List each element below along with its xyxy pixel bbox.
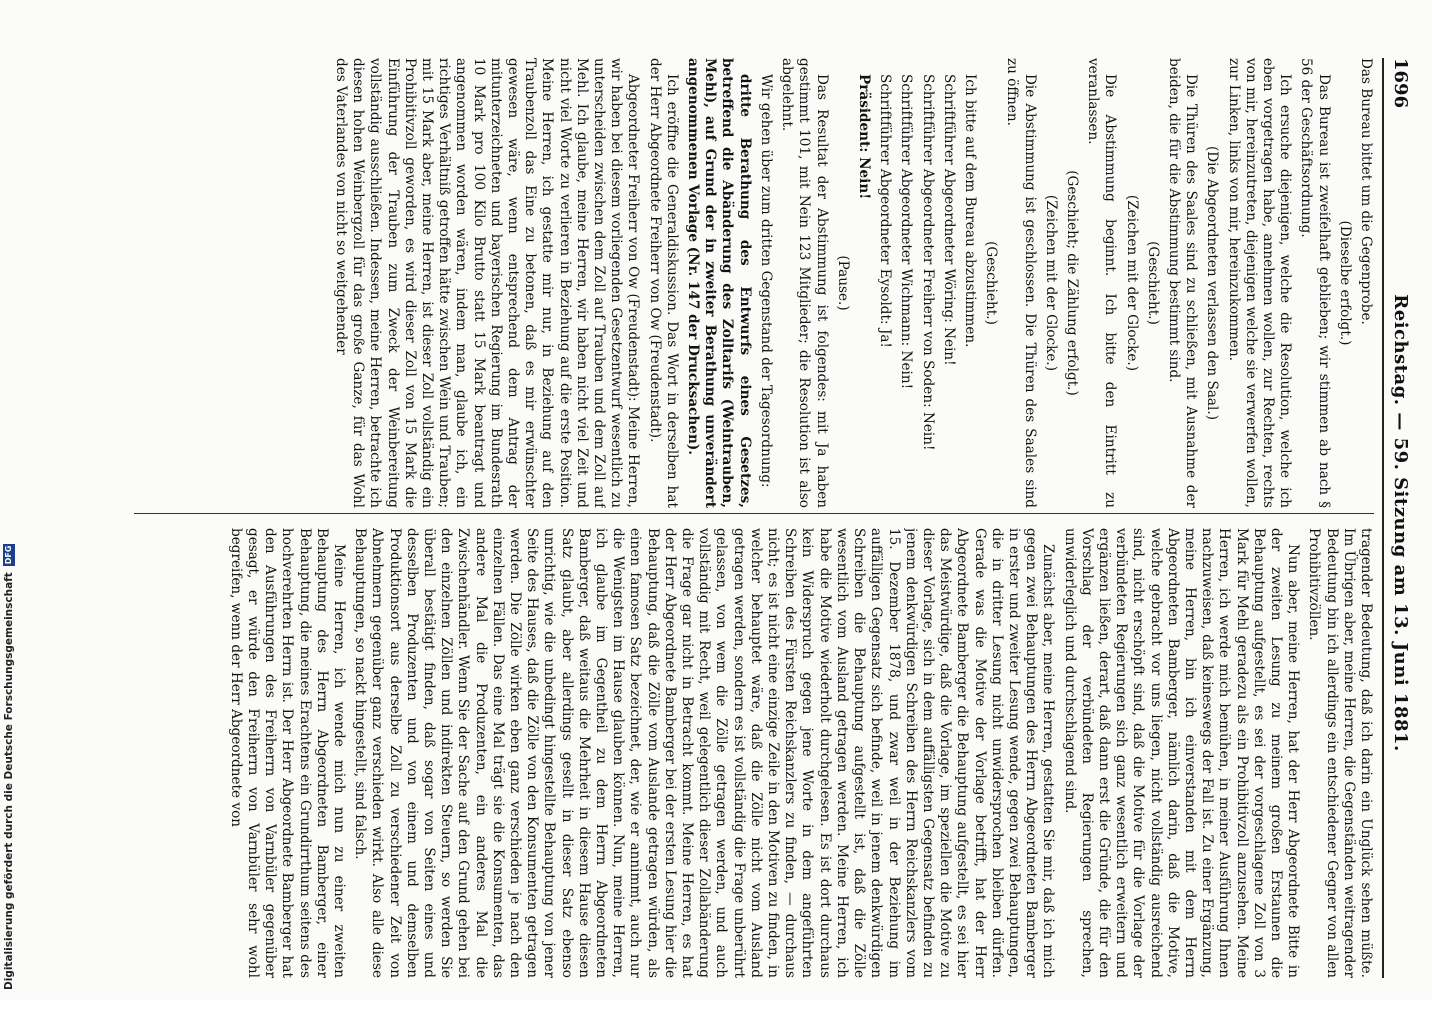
paragraph: (Geschieht.) [983,241,1000,325]
credit-text: Digitalisierung gefördert durch die Deutsche Forschungsgemeinschaft [3,572,15,990]
dfg-logo: DFG [4,545,13,565]
rotated-newspaper-page [92,18,1424,1018]
paragraph: Meine Herren, ich wende mich nun zu einer zweiten Behauptung des Herrn Abgeordneten Bamberger, einer Behauptung, die meines Erachtens ein Grundirrthum seitens des hochverehrten Herrn ist. Der Herr Abgeordnete Bamberger hat den Ausführungen des Freiherrn von Varnbüler gegenüber gesagt, er würde den Freiherrn von Varnbüler sehr wohl begreifen, wenn der Herr Abgeordnete von [227,528,348,978]
right-text-column [134,528,1374,978]
paragraph: (Zeichen mit der Glocke.) [1123,194,1140,372]
paragraph: Präsident: Nein! [855,74,872,200]
paragraph: (Die Abgeordneten verlassen den Saal.) [1204,145,1221,420]
paragraph: Das Bureau bittet um die Gegenprobe. [1358,58,1374,325]
paragraph: Schriftführer Abgeordneter Wöring: Nein! [940,74,957,366]
paragraph: Die Abstimmung beginnt. Ich bitte den Eintritt zu veranlassen. [1085,58,1119,508]
paragraph: dritte Berathung des Entwurfs eines Gesetzes, betreffend die Abänderung des Zolltarifs (Weintrauben, Mehl), auf Grund der in zweiter Berathung unverändert angenommenen Vorlage (Nr. 147 der Drucksachen). [685,58,753,508]
paragraph: Die Abstimmung ist geschlossen. Die Thüren des Saales sind zu öffnen. [1004,58,1038,508]
page-header [1388,58,1414,978]
paragraph: (Pause.) [834,255,851,311]
paragraph: Das Resultat der Abstimmung ist folgendes: mit Ja haben gestimmt 101, mit Nein 123 Mitglieder; die Resolution ist also abgelehnt. [779,58,830,508]
paragraph: Schriftführer Abgeordneter Wichmann: Nein! [898,74,915,390]
paragraph: tragender Bedeutung, daß ich darin ein Unglück sehen müßte. Im Übrigen aber, meine Herren, die Gegenständen weitragender Bedeutung bin ich allerdings ein entschiedener Gegner von allen Prohibitivzöllen. [1306,528,1374,978]
paragraph: Wir gehen über zum dritten Gegenstand der Tagesordnung: [757,74,774,488]
paragraph: Abgeordneter Freiherr von Ow (Freudenstadt): Meine Herren, wir haben bei diesem vorliegenden Gesetzentwurf wesentlich zu unterscheiden zwischen dem Zoll auf Trauben und dem Zoll auf Mehl. Ich glaube, meine Herren, wir haben nicht viel Zeit und nicht viel Worte zu verlieren in Beziehung auf die erste Position. Meine Herren, ich gestatte mir nur, in Beziehung auf den Traubenzoll das Eine zu betonen, daß es mir erwünschter gewesen wäre, wenn entsprechend dem Antrag der mitunterzeichneten und bayerischen Regierung im Bundesrath 10 Mark pro 100 Kilo Brutto statt 15 Mark beantragt und angenommen worden wären, indem man, glaube ich, ein richtiges Verhältniß getroffen hätte zwischen Wein und Trauben; mit 15 Mark aber, meine Herren, ist dieser Zoll vollständig ein Prohibitivzoll geworden, es wird dieser Zoll von 15 Mark die Einführung der Trauben zum Zweck der Weinbereitung vollständig ausschließen. Indessen, meine Herren, betrachte ich diesen hohen Weinbergzoll für das große Ganze, für das Wohl des Vaterlandes von nicht so weitgehender [333,58,642,508]
left-text-column [134,58,1374,508]
header-rule [1382,58,1384,978]
paragraph: Die Thüren des Saales sind zu schließen, mit Ausnahme der beiden, die für die Abstimmung bestimmt sind. [1165,58,1200,508]
digitization-credit [2,545,16,990]
paragraph: Ich eröffne die Generaldiskussion. Das Wort in derselben hat der Herr Abgeordnete Freiherr von Ow (Freudenstadt). [646,58,680,508]
column-divider [134,513,1374,514]
paragraph: Schriftführer Abgeordneter Eysoldt: Ja! [877,74,894,348]
running-title: Reichstag. — 59. Sitzung am 13. Juni 1881. [1390,294,1412,752]
paragraph: Schriftführer Abgeordneter Freiherr von Soden: Nein! [919,74,936,451]
page-number: 1696 [1390,58,1412,109]
paragraph: (Zeichen mit der Glocke.) [1042,194,1059,372]
paragraph: Ich bitte auf dem Bureau abzustimmen. [961,74,978,348]
paragraph: Zunächst aber, meine Herren, gestatten Sie mir, daß ich mich gegen zwei Behauptungen des Herrn Abgeordneten Bamberger in erster und zweiter Lesung wende, gegen zwei Behauptungen, die in dritter Lesung nicht unwidersprochen bleiben dürfen. Gerade was die Motive der Vorlage betrifft, hat der Herr Abgeordnete Bamberger die Behauptung aufgestellt, es sei hier das Meistwürdige, daß die Vorlage, im speziellen die Motive zu dieser Vorlage, sich in dem auffälligsten Gegensatz befinden zu jenem denkwürdigen Schreiben des Herrn Reichskanzlers vom 15. Dezember 1878, und zwar weil in der Beziehung im auffälligen Gegensatz sich befinde, weil in jenem denkwürdigen Schreiben die Behauptung aufgestellt ist, daß die Zölle wesentlich vom Ausland getragen werden. Meine Herren, ich habe die Motive wiederholt durchgelesen. Es ist dort durchaus kein Widerspruch gegen jene Worte in dem angeführten Schreiben des Fürsten Reichskanzlers zu finden, — durchaus nicht; es ist nicht eine einzige Zeile in den Motiven zu finden, in welcher behauptet wäre, daß die Zölle nicht vom Ausland getragen werden, sondern es ist vollständig die Frage unberührt gelassen, von wem die Zölle getragen werden, und auch vollständig mit Recht, weil gelegentlich dieser Zollabänderung die Frage gar nicht in Betracht kommt. Meine Herren, es hat der Herr Abgeordnete Bamberger bei der ersten Lesung hier die Behauptung, daß die Zölle vom Auslande getragen würden, als einen famosen Satz bezeichnet, der, wie er annimmt, auch nur die Wenigsten im Hause glauben können. Nun, meine Herren, ich glaube im Gegentheil zu dem Herrn Abgeordneten Bamberger, daß weitaus die Mehrheit in diesem Hause diesen Satz glaubt, aber allerdings gesellt in dieser Satz ebenso unrichtig, wie die unbedingt hingestellte Behauptung von jener Seite des Hauses, daß die Zölle von den Konsumenten getragen werden. Die Zölle wirken eben ganz verschieden je nach den einzelnen Fällen. Das eine Mal trägt sie die Konsumenten, das andere Mal die Produzenten, ein anderes Mal die Zwischenhändler. Wenn Sie der Sache auf den Grund gehen bei den einzelnen Zöllen und indirekten Steuern, so werden Sie überall bestätigt finden, daß sogar von Seiten eines und desselben Produzenten und von einem und demselben Produktionsort aus derselbe Zoll zu verschiedener Zeit von Abnehmern gegenüber ganz verschieden wirkt. Also alle diese Behauptungen, so nackt hingestellt, sind falsch. [352,528,1057,978]
paragraph: Das Bureau ist zweifelhaft geblieben; wir stimmen ab nach § 56 der Geschäftsordnung. [1298,58,1332,508]
paragraph: Ich ersuche diejenigen, welche die Resolution, welche ich eben vorgetragen habe, annehmen wollen, zur Rechten, rechts von mir, hereinzutreten, diejenigen welche sie verwerfen wollen, zur Linken, links von mir, hereinzukommen. [1225,58,1294,508]
paragraph: (Geschieht; die Zählung erfolgt.) [1063,170,1080,396]
paragraph: (Dieselbe erfolgt.) [1336,220,1353,346]
paragraph: (Geschieht.) [1144,241,1161,325]
paragraph: Nun aber, meine Herren, hat der Herr Abgeordnete Bitte in der zweiten Lesung zu meinem großen Erstaunen die Behauptung aufgestellt, es sei der vorgeschlagene Zoll von 3 Mark für Mehl geradezu als ein Prohibitivzoll anzusehen. Meine Herren, ich werde mich bemühen, in meiner Ausführung Ihnen nachzuweisen, daß keineswegs der Fall ist. Zu einer Ergänzung, meine Herren, bin ich einverstanden mit dem Herrn Abgeordneten Bamberger, nämlich darin, daß die Motive, welche gebracht vor uns liegen, nicht vollständig ausreichend sind, nicht erschöpft sind, daß die Motive für die Vorlage der verbündeten Regierungen sich ganz wesentlich erweitern und ergänzen ließen, derart, daß dann erst die Gründe, die für den Vorschlag der verbündeten Regierungen sprechen, unwiderleglich und durchschlagend sind. [1061,528,1302,978]
